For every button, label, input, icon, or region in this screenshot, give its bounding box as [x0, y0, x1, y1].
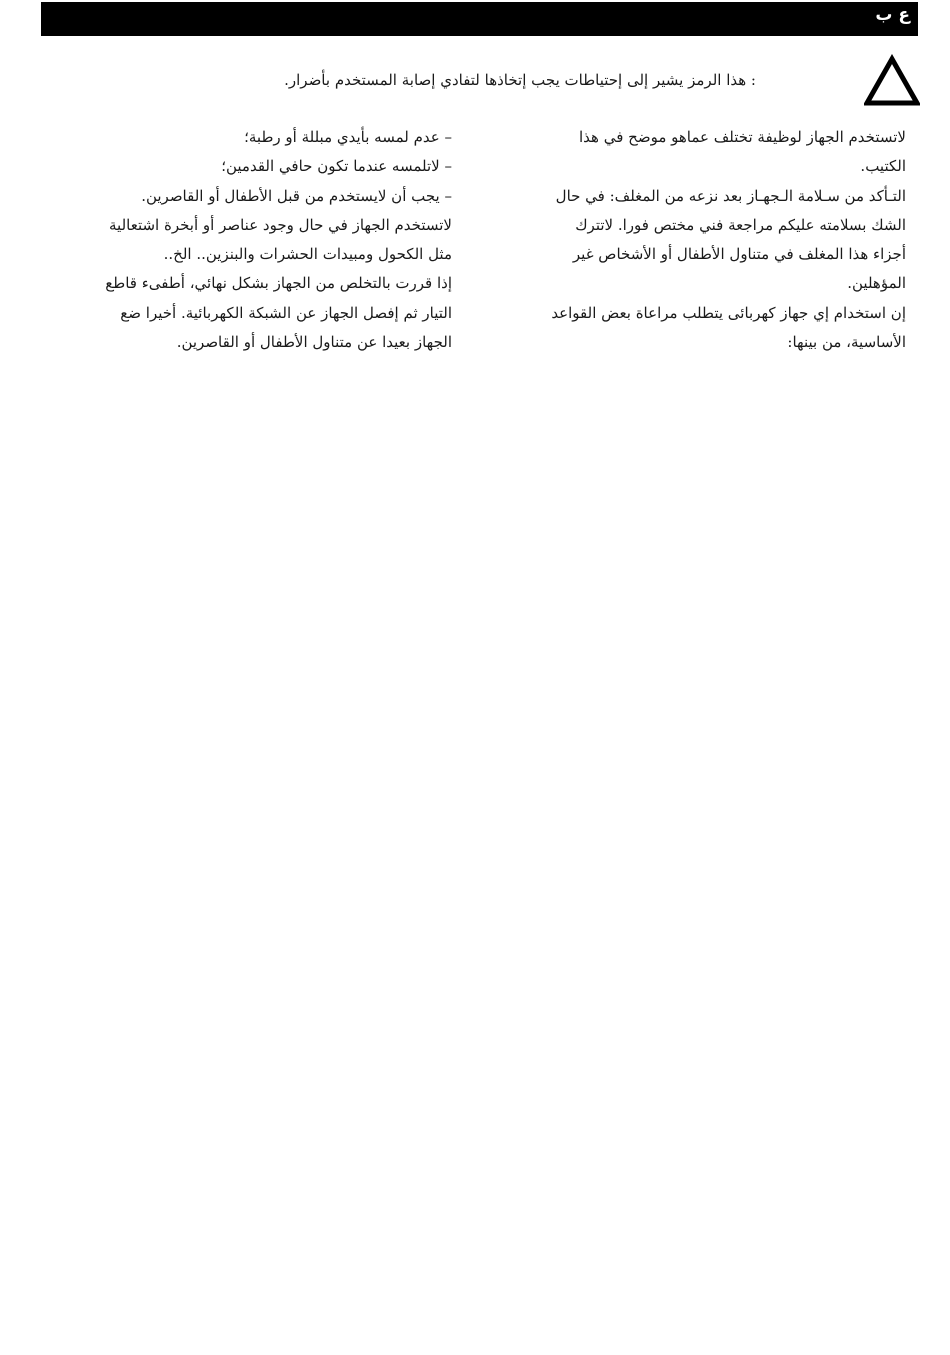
text-line: الجهاز بعيدا عن متناول الأطفال أو القاصرين.: [176, 333, 452, 352]
language-code: ع ب: [875, 5, 910, 25]
text-line: التيار ثم إفصل الجهاز عن الشبكة الكهربائية. أخيرا ضع: [120, 303, 452, 322]
text-line: المؤهلين.: [847, 274, 906, 293]
list-item: – يجب أن لايستخدم من قبل الأطفال أو القاصرين.: [141, 186, 452, 205]
text-line: الكتيب.: [860, 157, 906, 176]
text-line: أجزاء هذا المغلف في متناول الأطفال أو الأشخاص غير: [572, 245, 906, 264]
header-bar: [41, 2, 918, 36]
text-line: مثل الكحول ومبيدات الحشرات والبنزين.. الخ..: [163, 245, 452, 264]
text-line: لاتستخدم الجهاز لوظيفة تختلف عماهو موضح في هذا: [579, 128, 906, 146]
warning-note: : هذا الرمز يشير إلى إحتياطات يجب إتخاذها لتفادي إصابة المستخدم بأضرار.: [284, 71, 756, 89]
text-line: الشك بسلامته عليكم مراجعة فني مختص فورا. لاتترك: [575, 215, 906, 234]
list-item: – عدم لمسه بأيدي مبللة أو رطبة؛: [244, 128, 452, 146]
text-line: الأساسية، من بينها:: [787, 333, 906, 352]
left-column: [60, 123, 452, 357]
text-line: لاتستخدم الجهاز في حال وجود عناصر أو أبخرة اشتعالية: [109, 215, 452, 234]
text-line: إن استخدام إي جهاز كهربائى يتطلب مراعاة بعض القواعد: [551, 303, 906, 322]
text-line: إذا قررت بالتخلص من الجهاز بشكل نهائي، أطفىء قاطع: [105, 274, 452, 293]
warning-triangle-icon: [864, 54, 920, 106]
list-item: – لاتلمسه عندما تكون حافي القدمين؛: [221, 157, 452, 176]
right-column: [508, 123, 906, 357]
text-line: التـأكد من سـلامة الـجهـاز بعد نزعه من المغلف: في حال: [555, 186, 906, 205]
